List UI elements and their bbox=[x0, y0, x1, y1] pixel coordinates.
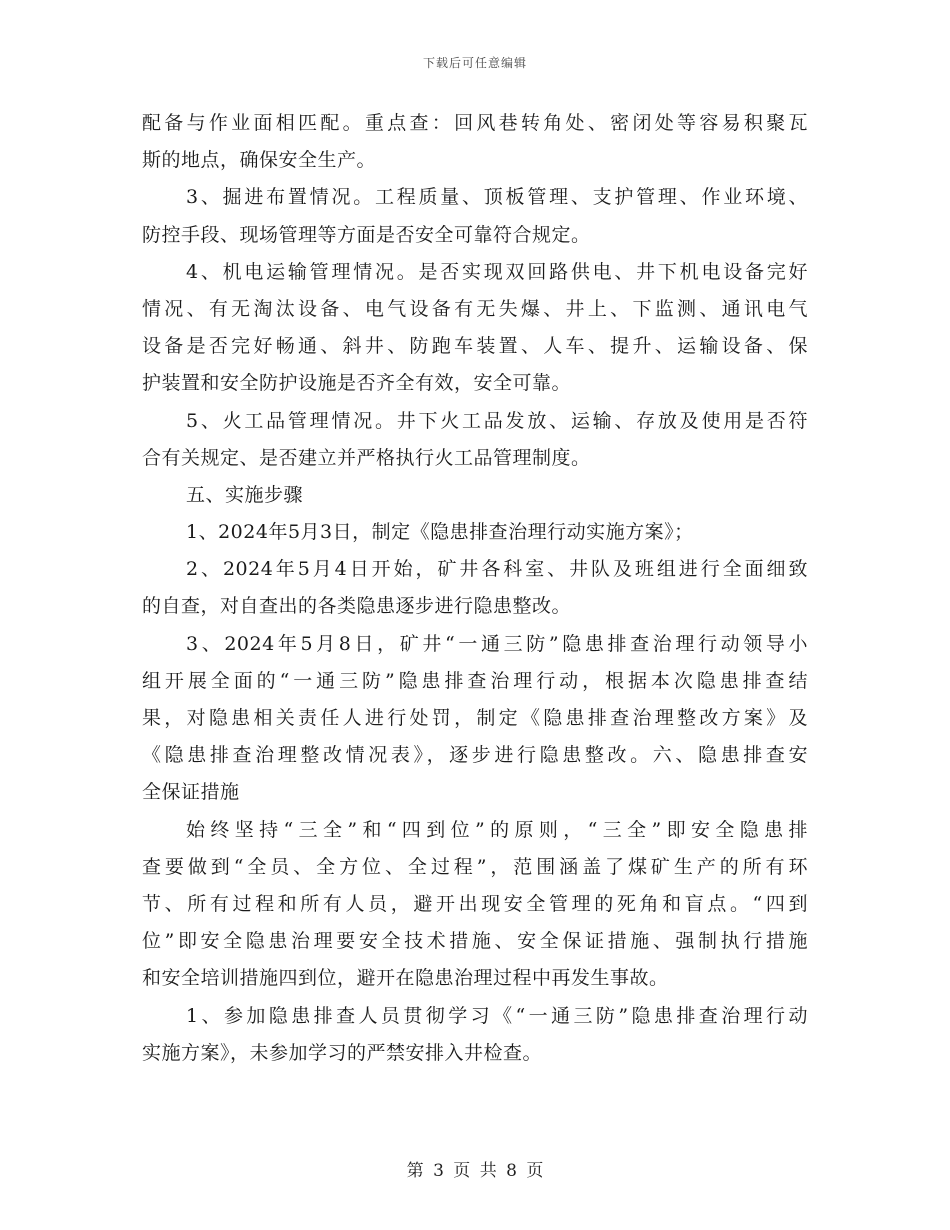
text-line: 实施方案》，未参加学习的严禁安排入井检查。 bbox=[142, 1041, 543, 1064]
text-line: 《隐患排查治理整改情况表》，逐步进行隐患整改。六、隐患排查安 bbox=[142, 744, 808, 767]
text-line: 查要做到“全员、全方位、全过程”，范围涵盖了煤矿生产的所有环 bbox=[142, 855, 808, 878]
text-line: 位”即安全隐患治理要安全技术措施、安全保证措施、强制执行措施 bbox=[142, 930, 808, 953]
text-line: 配备与作业面相匹配。重点查：回风巷转角处、密闭处等容易积聚瓦 bbox=[142, 112, 808, 134]
text-line: 3、掘进布置情况。工程质量、顶板管理、支护管理、作业环境、 bbox=[186, 186, 808, 209]
text-line: 节、所有过程和所有人员，避开出现安全管理的死角和盲点。“四到 bbox=[142, 892, 808, 915]
text-line: 斯的地点，确保安全生产。 bbox=[142, 149, 377, 172]
text-line: 4、机电运输管理情况。是否实现双回路供电、井下机电设备完好 bbox=[186, 260, 808, 283]
text-line: 设备是否完好畅通、斜井、防跑车装置、人车、提升、运输设备、保 bbox=[142, 335, 808, 358]
text-line: 1、参加隐患排查人员贯彻学习《“一通三防”隐患排查治理行动 bbox=[186, 1004, 808, 1027]
text-line: 2、2024年5月4日开始，矿井各科室、井队及班组进行全面细致 bbox=[186, 558, 808, 581]
text-line: 的自查，对自查出的各类隐患逐步进行隐患整改。 bbox=[142, 595, 572, 618]
page-header: 下载后可任意编辑 bbox=[422, 56, 527, 70]
text-line: 1、2024年5月3日，制定《隐患排查治理行动实施方案》； bbox=[186, 521, 694, 544]
text-line: 防控手段、现场管理等方面是否安全可靠符合规定。 bbox=[142, 223, 591, 246]
text-line: 3、2024年5月8日，矿井“一通三防”隐患排查治理行动领导小 bbox=[186, 632, 808, 655]
section-heading: 五、实施步骤 bbox=[186, 483, 304, 506]
page-number: 第 3 页 共 8 页 bbox=[406, 1161, 544, 1181]
text-line: 和安全培训措施四到位，避开在隐患治理过程中再发生事故。 bbox=[142, 967, 669, 990]
text-line: 始终坚持“三全”和“四到位”的原则，“三全”即安全隐患排 bbox=[186, 818, 808, 841]
text-line: 护装置和安全防护设施是否齐全有效，安全可靠。 bbox=[142, 372, 572, 395]
text-line: 情况、有无淘汰设备、电气设备有无失爆、井上、下监测、通讯电气 bbox=[142, 297, 808, 320]
text-line: 合有关规定、是否建立并严格执行火工品管理制度。 bbox=[142, 446, 591, 469]
text-line: 5、火工品管理情况。井下火工品发放、运输、存放及使用是否符 bbox=[186, 409, 808, 432]
text-line: 组开展全面的“一通三防”隐患排查治理行动，根据本次隐患排查结 bbox=[142, 669, 808, 692]
document-body bbox=[142, 105, 808, 1072]
text-line: 全保证措施 bbox=[142, 781, 240, 804]
text-line: 果，对隐患相关责任人进行处罚，制定《隐患排查治理整改方案》及 bbox=[142, 707, 808, 729]
